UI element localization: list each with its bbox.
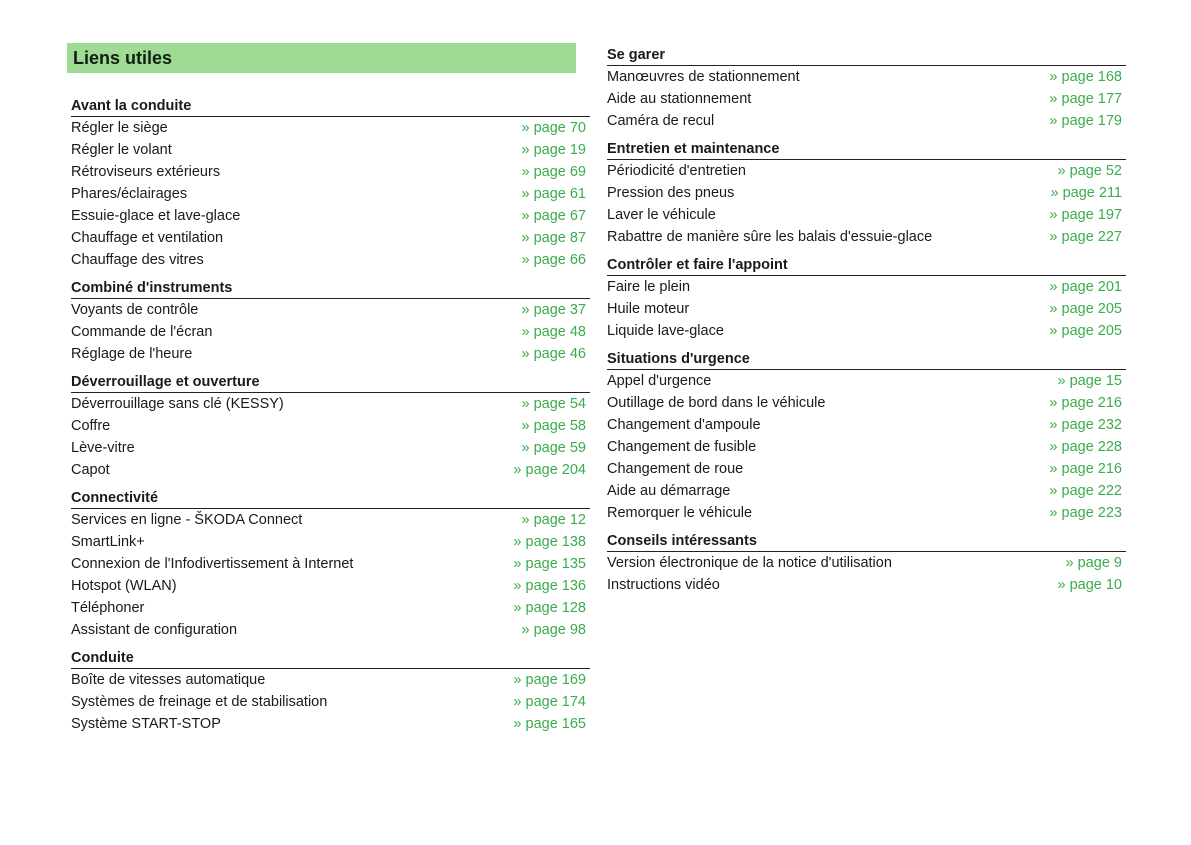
- page-reference-link[interactable]: » page 98: [521, 622, 586, 638]
- page-reference-link[interactable]: » page 58: [521, 418, 586, 434]
- page-reference-link[interactable]: » page 46: [521, 346, 586, 362]
- link-row[interactable]: [71, 531, 590, 553]
- link-label: Lève-vitre: [71, 440, 135, 456]
- link-label: Régler le volant: [71, 142, 172, 158]
- section-heading: Conseils intéressants: [607, 530, 1126, 552]
- link-row[interactable]: [607, 480, 1126, 502]
- page-reference-link[interactable]: » page 211: [1050, 185, 1122, 201]
- link-row[interactable]: [71, 509, 590, 531]
- page-reference-link[interactable]: » page 138: [513, 534, 586, 550]
- left-column: [71, 95, 590, 741]
- link-row[interactable]: [607, 574, 1126, 596]
- page-reference-link[interactable]: » page 174: [513, 694, 586, 710]
- page-reference-link[interactable]: » page 12: [521, 512, 586, 528]
- page-reference-link[interactable]: » page 168: [1049, 69, 1122, 85]
- link-row[interactable]: [607, 502, 1126, 524]
- page-reference-link[interactable]: » page 197: [1049, 207, 1122, 223]
- link-row[interactable]: [71, 415, 590, 437]
- section: [71, 487, 590, 641]
- page-reference-link[interactable]: » page 54: [521, 396, 586, 412]
- link-row[interactable]: [71, 161, 590, 183]
- link-row[interactable]: [607, 204, 1126, 226]
- link-label: Rabattre de manière sûre les balais d'essuie-glace: [607, 229, 933, 245]
- section-heading: Entretien et maintenance: [607, 138, 1126, 160]
- page-reference-link[interactable]: » page 179: [1049, 113, 1122, 129]
- right-column: [607, 44, 1126, 602]
- link-row[interactable]: [607, 370, 1126, 392]
- link-row[interactable]: [607, 436, 1126, 458]
- link-label: Version électronique de la notice d'utilisation: [607, 555, 892, 571]
- link-row[interactable]: [71, 437, 590, 459]
- page-reference-link[interactable]: » page 37: [521, 302, 586, 318]
- link-label: Coffre: [71, 418, 111, 434]
- link-label: Aide au démarrage: [607, 483, 731, 499]
- section: [71, 371, 590, 481]
- page-title: Liens utiles: [73, 47, 173, 68]
- link-row[interactable]: [71, 321, 590, 343]
- page-reference-link[interactable]: » page 48: [521, 324, 586, 340]
- link-label: Caméra de recul: [607, 113, 715, 129]
- link-label: Manœuvres de stationnement: [607, 69, 800, 85]
- link-row[interactable]: [607, 226, 1126, 248]
- link-label: Système START-STOP: [71, 716, 221, 732]
- section-heading: Avant la conduite: [71, 95, 590, 117]
- page-reference-link[interactable]: » page 59: [521, 440, 586, 456]
- page-reference-link[interactable]: » page 223: [1049, 505, 1122, 521]
- link-label: Assistant de configuration: [71, 622, 238, 638]
- page-reference-link[interactable]: » page 67: [521, 208, 586, 224]
- page-reference-link[interactable]: » page 228: [1049, 439, 1122, 455]
- page-reference-link[interactable]: » page 201: [1049, 279, 1122, 295]
- link-row[interactable]: [607, 276, 1126, 298]
- page-reference-link[interactable]: » page 216: [1049, 395, 1122, 411]
- link-row[interactable]: [607, 552, 1126, 574]
- section: [71, 95, 590, 271]
- section-heading: Situations d'urgence: [607, 348, 1126, 370]
- link-row[interactable]: [71, 575, 590, 597]
- link-label: Phares/éclairages: [71, 186, 188, 202]
- page-reference-link[interactable]: » page 232: [1049, 417, 1122, 433]
- link-label: Réglage de l'heure: [71, 346, 193, 362]
- link-label: Laver le véhicule: [607, 207, 716, 223]
- link-row[interactable]: [71, 393, 590, 415]
- page-reference-link[interactable]: » page 128: [513, 600, 586, 616]
- link-row[interactable]: [71, 619, 590, 641]
- section: [71, 277, 590, 365]
- link-row[interactable]: [71, 183, 590, 205]
- page-reference-link[interactable]: » page 87: [521, 230, 586, 246]
- link-label: Commande de l'écran: [71, 324, 213, 340]
- page-reference-link[interactable]: » page 177: [1049, 91, 1122, 107]
- section: [71, 647, 590, 735]
- link-row[interactable]: [607, 392, 1126, 414]
- link-label: Régler le siège: [71, 120, 168, 136]
- link-label: Appel d'urgence: [607, 373, 712, 389]
- link-label: Remorquer le véhicule: [607, 505, 753, 521]
- page-reference-link[interactable]: » page 69: [521, 164, 586, 180]
- link-label: Connexion de l'Infodivertissement à Internet: [71, 556, 354, 572]
- section-heading: Conduite: [71, 647, 590, 669]
- section-heading: Déverrouillage et ouverture: [71, 371, 590, 393]
- page-reference-link[interactable]: » page 227: [1049, 229, 1122, 245]
- link-label: Systèmes de freinage et de stabilisation: [71, 694, 328, 710]
- page-reference-link[interactable]: » page 205: [1049, 301, 1122, 317]
- link-row[interactable]: [607, 66, 1126, 88]
- link-row[interactable]: [71, 117, 590, 139]
- link-row[interactable]: [71, 459, 590, 481]
- section: [607, 44, 1126, 132]
- link-row[interactable]: [607, 182, 1126, 204]
- page-reference-link[interactable]: » page 15: [1057, 373, 1122, 389]
- page-reference-link[interactable]: » page 136: [513, 578, 586, 594]
- link-label: Périodicité d'entretien: [607, 163, 746, 179]
- link-row[interactable]: [71, 553, 590, 575]
- link-row[interactable]: [607, 88, 1126, 110]
- link-label: Outillage de bord dans le véhicule: [607, 395, 826, 411]
- page-reference-link[interactable]: » page 205: [1049, 323, 1122, 339]
- page-reference-link[interactable]: » page 216: [1049, 461, 1122, 477]
- section: [607, 138, 1126, 248]
- link-row[interactable]: [71, 669, 590, 691]
- section-heading: Combiné d'instruments: [71, 277, 590, 299]
- page-reference-link[interactable]: » page 19: [521, 142, 586, 158]
- link-label: Hotspot (WLAN): [71, 578, 177, 594]
- page-reference-link[interactable]: » page 222: [1049, 483, 1122, 499]
- page-reference-link[interactable]: » page 61: [521, 186, 586, 202]
- page-reference-link[interactable]: » page 165: [513, 716, 586, 732]
- link-row[interactable]: [71, 713, 590, 735]
- link-row[interactable]: [71, 139, 590, 161]
- page-reference-link[interactable]: » page 169: [513, 672, 586, 688]
- link-label: Changement de fusible: [607, 439, 757, 455]
- link-row[interactable]: [607, 414, 1126, 436]
- link-label: Changement de roue: [607, 461, 744, 477]
- link-label: Chauffage et ventilation: [71, 230, 224, 246]
- link-row[interactable]: [71, 249, 590, 271]
- link-row[interactable]: [71, 343, 590, 365]
- section: [607, 530, 1126, 596]
- link-row[interactable]: [71, 205, 590, 227]
- page-reference-link[interactable]: » page 204: [513, 462, 586, 478]
- link-label: Chauffage des vitres: [71, 252, 204, 268]
- section-heading: Connectivité: [71, 487, 590, 509]
- page-reference-link[interactable]: » page 70: [521, 120, 586, 136]
- link-label: Déverrouillage sans clé (KESSY): [71, 396, 284, 412]
- link-label: Téléphoner: [71, 600, 145, 616]
- page-reference-link[interactable]: » page 135: [513, 556, 586, 572]
- link-label: Aide au stationnement: [607, 91, 752, 107]
- link-label: Capot: [71, 462, 110, 478]
- link-label: Instructions vidéo: [607, 577, 720, 593]
- section-heading: Contrôler et faire l'appoint: [607, 254, 1126, 276]
- link-row[interactable]: [71, 299, 590, 321]
- link-label: Essuie-glace et lave-glace: [71, 208, 241, 224]
- link-row[interactable]: [607, 458, 1126, 480]
- link-row[interactable]: [71, 227, 590, 249]
- link-row[interactable]: [71, 597, 590, 619]
- link-label: Faire le plein: [607, 279, 691, 295]
- link-label: Boîte de vitesses automatique: [71, 672, 266, 688]
- link-row[interactable]: [607, 160, 1126, 182]
- link-row[interactable]: [607, 110, 1126, 132]
- link-label: Liquide lave-glace: [607, 323, 724, 339]
- page-reference-link[interactable]: » page 66: [521, 252, 586, 268]
- link-label: Voyants de contrôle: [71, 302, 199, 318]
- page-reference-link[interactable]: » page 52: [1057, 163, 1122, 179]
- section: [607, 254, 1126, 342]
- link-label: Services en ligne - ŠKODA Connect: [71, 512, 303, 528]
- link-row[interactable]: [607, 320, 1126, 342]
- page-title-bar: [67, 43, 576, 73]
- page-reference-link[interactable]: » page 9: [1065, 555, 1122, 571]
- page-reference-link[interactable]: » page 10: [1057, 577, 1122, 593]
- link-label: Changement d'ampoule: [607, 417, 761, 433]
- link-label: Rétroviseurs extérieurs: [71, 164, 221, 180]
- link-row[interactable]: [71, 691, 590, 713]
- link-label: Huile moteur: [607, 301, 690, 317]
- link-label: Pression des pneus: [607, 185, 735, 201]
- link-label: SmartLink+: [71, 534, 145, 550]
- link-row[interactable]: [607, 298, 1126, 320]
- section-heading: Se garer: [607, 44, 1126, 66]
- section: [607, 348, 1126, 524]
